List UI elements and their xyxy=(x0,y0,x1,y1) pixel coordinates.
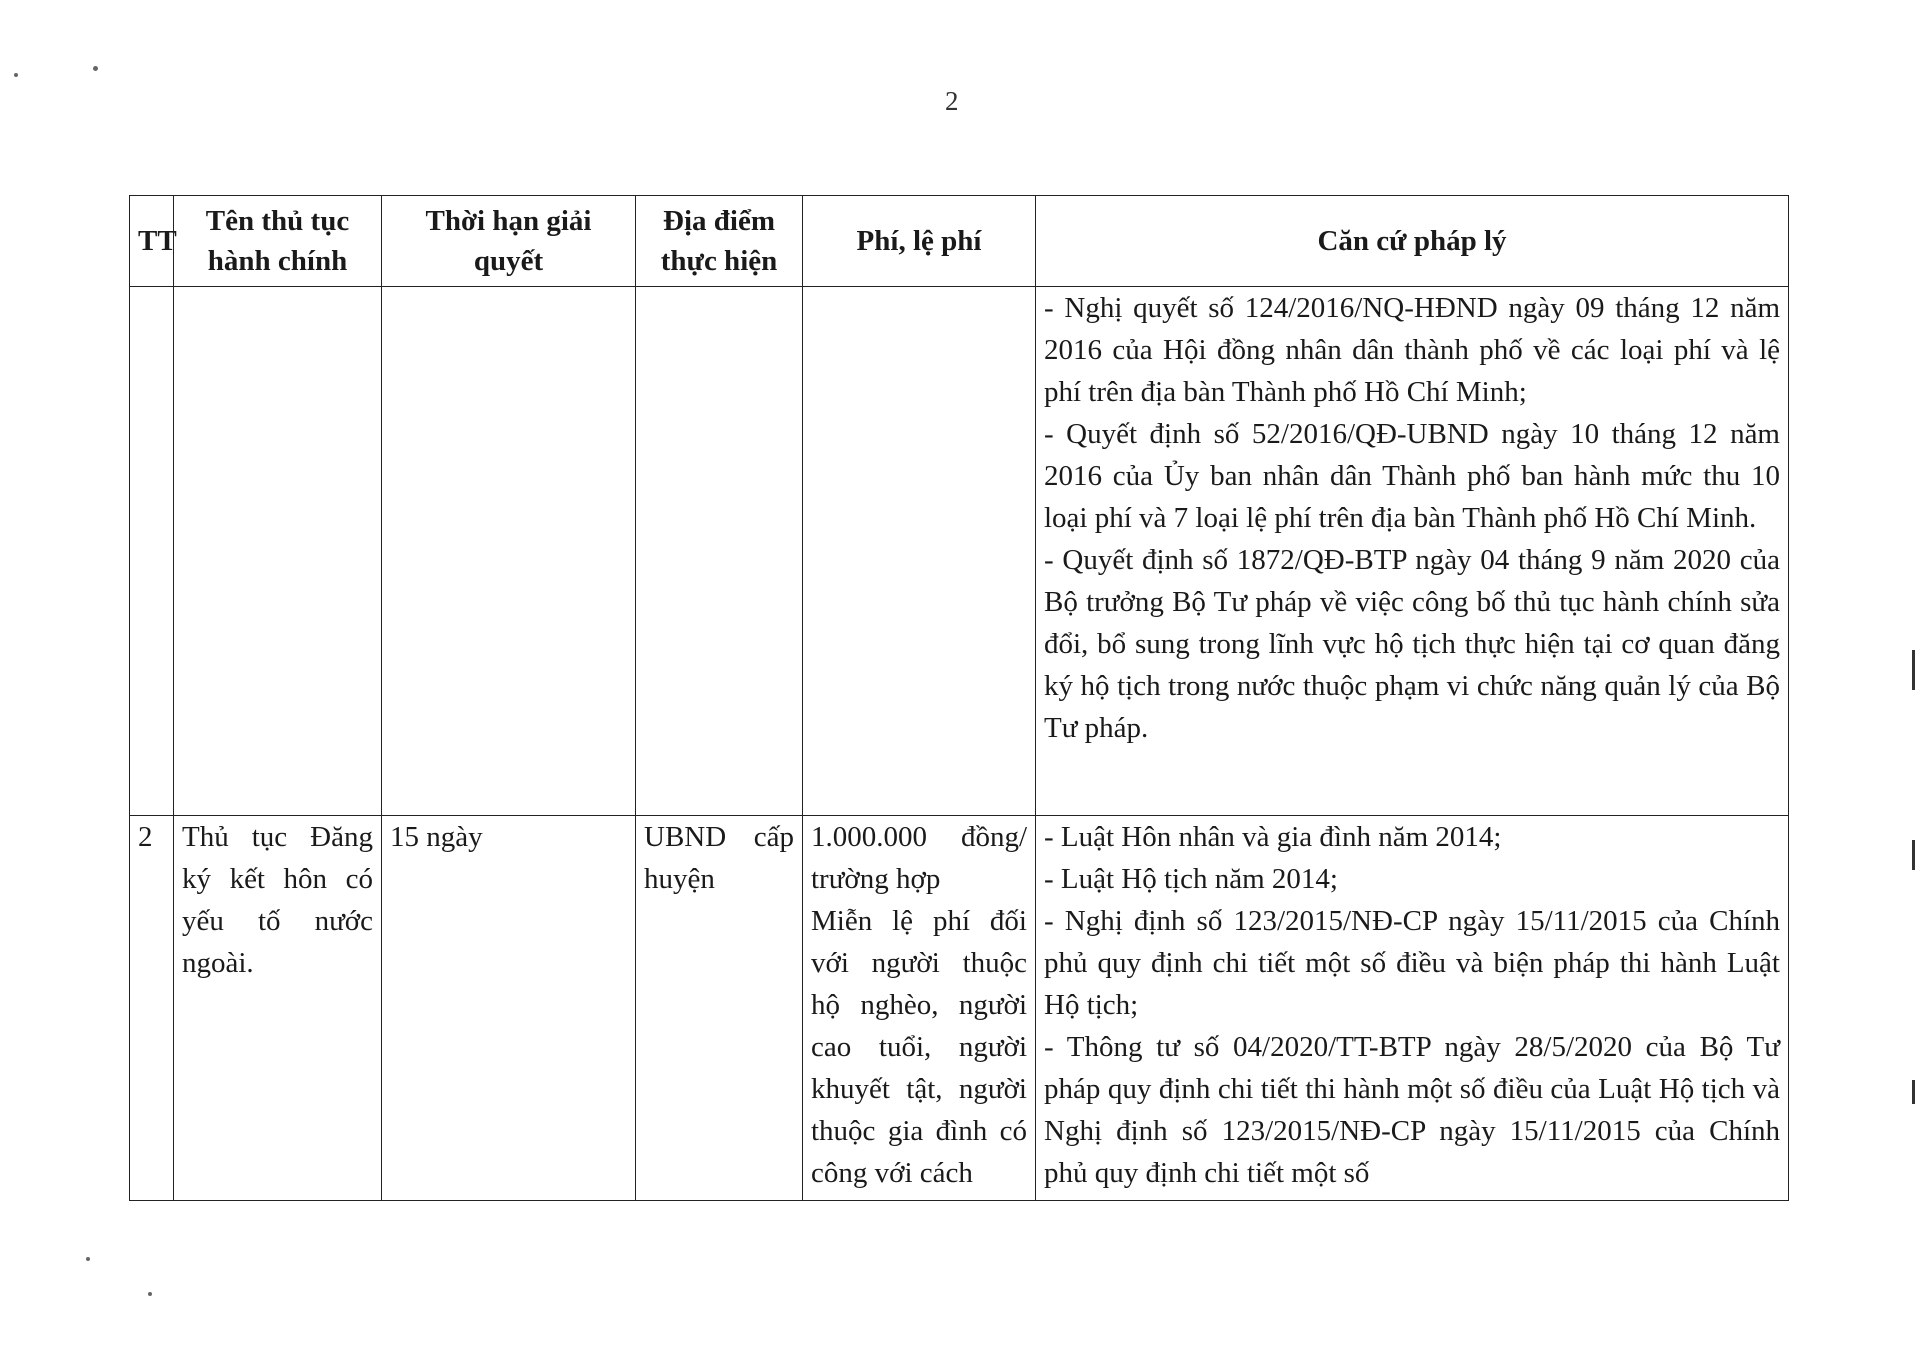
cell-tt xyxy=(130,287,174,816)
scan-edge-mark xyxy=(1912,650,1915,690)
table-header-row xyxy=(130,196,1789,287)
legal-basis-item: - Luật Hộ tịch năm 2014; xyxy=(1044,863,1338,895)
scan-edge-mark xyxy=(1912,1080,1915,1104)
header-fee: Phí, lệ phí xyxy=(803,196,1036,287)
procedure-table xyxy=(129,195,1789,1201)
scan-speck xyxy=(93,66,98,71)
cell-tt: 2 xyxy=(130,816,174,1201)
cell-legal xyxy=(1036,816,1789,1201)
legal-basis-item: - Quyết định số 1872/QĐ-BTP ngày 04 tháng 9 năm 2020 của Bộ trưởng Bộ Tư pháp về việc công bố thủ tục hành chính sửa đổi, bổ sung trong lĩnh vực hộ tịch thực hiện tại cơ quan đăng ký hộ tịch trong nước thuộc phạm vi chức năng quản lý của Bộ Tư pháp. xyxy=(1044,544,1780,744)
scan-speck xyxy=(148,1292,152,1296)
cell-name: Thủ tục Đăng ký kết hôn có yếu tố nước ngoài. xyxy=(174,816,382,1201)
cell-fee xyxy=(803,287,1036,816)
cell-place xyxy=(636,287,803,816)
cell-time xyxy=(382,287,636,816)
cell-legal xyxy=(1036,287,1789,816)
scan-speck xyxy=(14,73,18,77)
cell-fee xyxy=(803,816,1036,1201)
cell-place: UBND cấp huyện xyxy=(636,816,803,1201)
header-tt: TT xyxy=(130,196,174,287)
table-row xyxy=(130,287,1789,816)
cell-name xyxy=(174,287,382,816)
legal-basis-item: - Luật Hôn nhân và gia đình năm 2014; xyxy=(1044,821,1502,853)
header-name: Tên thủ tục hành chính xyxy=(174,196,382,287)
cell-time: 15 ngày xyxy=(382,816,636,1201)
legal-basis-item: - Thông tư số 04/2020/TT-BTP ngày 28/5/2020 của Bộ Tư pháp quy định chi tiết thi hành một số điều của Luật Hộ tịch và Nghị định số 123/2015/NĐ-CP ngày 15/11/2015 của Chính phủ quy định chi tiết một số xyxy=(1044,1031,1780,1189)
scan-speck xyxy=(86,1257,90,1261)
legal-basis-item: - Nghị quyết số 124/2016/NQ-HĐND ngày 09 tháng 12 năm 2016 của Hội đồng nhân dân thành phố về các loại phí và lệ phí trên địa bàn Thành phố Hồ Chí Minh; xyxy=(1044,292,1780,408)
header-legal: Căn cứ pháp lý xyxy=(1036,196,1789,287)
table-row xyxy=(130,816,1789,1201)
legal-basis-item: - Quyết định số 52/2016/QĐ-UBND ngày 10 tháng 12 năm 2016 của Ủy ban nhân dân Thành phố ban hành mức thu 10 loại phí và 7 loại lệ phí trên địa bàn Thành phố Hồ Chí Minh. xyxy=(1044,418,1780,534)
page-number: 2 xyxy=(945,86,959,116)
scan-edge-mark xyxy=(1912,840,1915,870)
legal-basis-item: - Nghị định số 123/2015/NĐ-CP ngày 15/11/2015 của Chính phủ quy định chi tiết một số điều và biện pháp thi hành Luật Hộ tịch; xyxy=(1044,905,1780,1021)
fee-exemption: Miễn lệ phí đối với người thuộc hộ nghèo, người cao tuổi, người khuyết tật, người thuộc gia đình có công với cách xyxy=(811,905,1027,1189)
fee-amount: 1.000.000 đồng/ trường hợp xyxy=(811,821,1027,895)
header-time: Thời hạn giải quyết xyxy=(382,196,636,287)
header-place: Địa điểm thực hiện xyxy=(636,196,803,287)
